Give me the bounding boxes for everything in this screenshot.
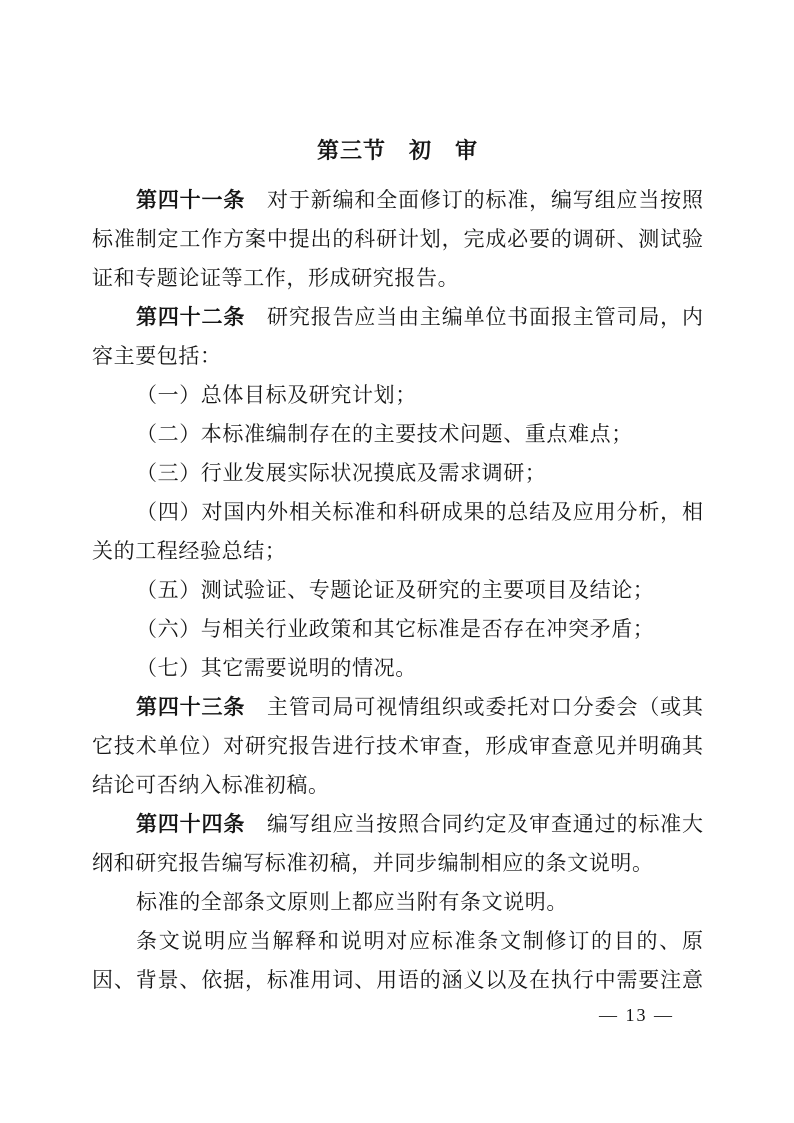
text-line: 第四十二条 研究报告应当由主编单位书面报主管司局，内 [136, 305, 703, 329]
text-line: 条文说明应当解释和说明对应标准条文制修订的目的、原 [136, 929, 703, 953]
text-line: （三）行业发展实际状况摸底及需求调研； [136, 461, 547, 485]
text-line: 容主要包括： [92, 344, 222, 368]
text-line: （五）测试验证、专题论证及研究的主要项目及结论； [136, 578, 655, 602]
text-line: 第四十三条 主管司局可视情组织或委托对口分委会（或其 [136, 695, 703, 719]
page-number: — 13 — [599, 1005, 674, 1025]
text-line: （四）对国内外相关标准和科研成果的总结及应用分析，相 [136, 500, 703, 524]
text-line: 关的工程经验总结； [92, 539, 287, 563]
text-line: 证和专题论证等工作，形成研究报告。 [92, 266, 460, 290]
text-line: 标准的全部条文原则上都应当附有条文说明。 [136, 890, 568, 914]
article-number: 第四十一条 [136, 188, 246, 212]
text-line: （六）与相关行业政策和其它标准是否存在冲突矛盾； [136, 617, 655, 641]
text-line: 标准制定工作方案中提出的科研计划，完成必要的调研、测试验 [92, 227, 703, 251]
text-line: 因、背景、依据，标准用词、用语的涵义以及在执行中需要注意 [92, 968, 703, 992]
article-number: 第四十四条 [136, 812, 246, 836]
text-line: （七）其它需要说明的情况。 [136, 656, 417, 680]
text-line: 第四十一条 对于新编和全面修订的标准，编写组应当按照 [136, 188, 703, 212]
text-line: 它技术单位）对研究报告进行技术审查，形成审查意见并明确其 [92, 734, 703, 758]
text-line: 结论可否纳入标准初稿。 [92, 773, 330, 797]
article-number: 第四十三条 [136, 695, 246, 719]
article-number: 第四十二条 [136, 305, 246, 329]
document-body [92, 181, 703, 1000]
text-line: 纲和研究报告编写标准初稿，并同步编制相应的条文说明。 [92, 851, 654, 875]
section-title: 第三节 初 审 [316, 138, 478, 163]
text-line: （一）总体目标及研究计划； [136, 383, 417, 407]
text-line: （二）本标准编制存在的主要技术问题、重点难点； [136, 422, 633, 446]
text-line: 第四十四条 编写组应当按照合同约定及审查通过的标准大 [136, 812, 703, 836]
